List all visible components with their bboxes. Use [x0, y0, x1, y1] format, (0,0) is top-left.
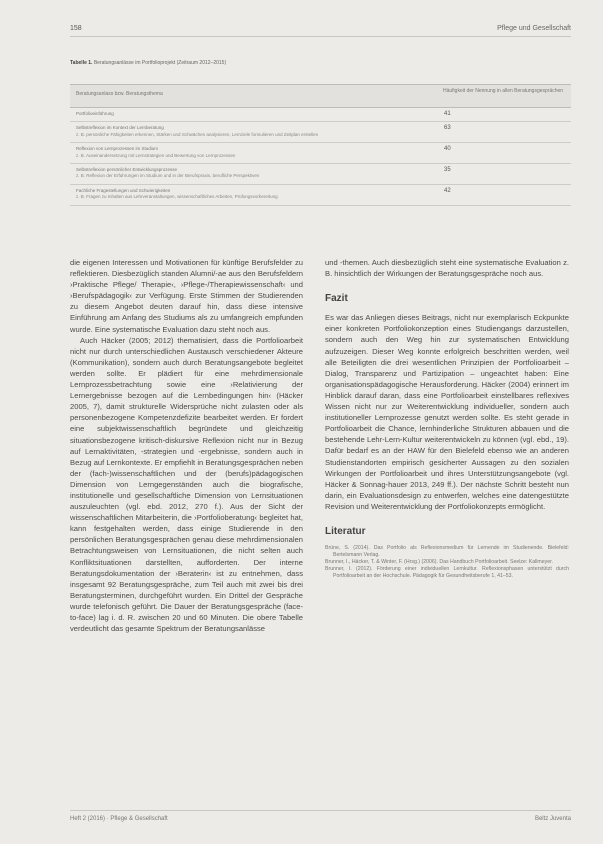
footer-publisher: Beltz Juventa [534, 816, 571, 822]
reference-list [325, 545, 569, 580]
footer-rule [70, 810, 571, 811]
table-row [70, 185, 571, 206]
table-row-count: 41 [444, 111, 451, 117]
body-paragraph: die eigenen Interessen und Motivationen für künftige Berufsfelder zu reflektieren. Diesbezüglich standen Alumni/-ae aus den Berufsfeldern ›Praktische Pflege/ Therapie‹, ›Pflege-/Therapiewissenschaft‹ und ›Berufspädagogik‹ zur Verfügung. Erste Stimmen der Studierenden zu diesem Angebot deuten darauf hin, dass diese intensive Einführung am Anfang des Studiums als zu umfangreich empfunden wurde. Eine systematische Evaluation dazu steht noch aus. [70, 258, 303, 334]
table-row-description [76, 111, 436, 117]
table-row-title: Fachliche Fragestellungen und Schwierigkeiten [76, 187, 171, 193]
table-row-count: 40 [444, 146, 451, 153]
table-row-count: 42 [444, 187, 451, 194]
reference-entry: Brunner, I. (2012). Förderung einer individuellen Lernkultur. Reflexionsphasen unterstützt durch Portfolioarbeit an der Hochschule. Pädagogik für Gesundheitsberufe 1, 41–53. [325, 566, 569, 580]
table-row [70, 143, 571, 164]
table-row-detail: z. B. persönliche Fähigkeiten erkennen, Stärken und Schwächen analysieren, Lernziele formulieren und Zeitplan erstellen [76, 131, 319, 137]
table-header-topic: Beratungsanlass bzw. Beratungsthema [76, 91, 163, 97]
body-paragraph: und -themen. Auch diesbezüglich steht eine systematische Evaluation z. B. hinsichtlich der Wirkungen der Beratungsgespräche noch aus. [325, 258, 569, 279]
consultation-table [70, 84, 571, 206]
table-row-count: 63 [444, 125, 451, 132]
table-row-description [76, 125, 436, 138]
footer-journal-info: Heft 2 (2016) · Pflege & Gesellschaft [70, 816, 168, 822]
table-header-count: Häufigkeit der Nennung in allen Beratungsgesprächen [443, 88, 564, 94]
table-row-detail: z. B. Reflexion der Erfahrungen im Studium und in der Berufspraxis, berufliche Perspektiven [76, 173, 260, 179]
table-caption-text: Beratungsanlässe im Portfolioprojekt (Zeitraum 2012–2015) [93, 60, 227, 66]
reference-entry: Brunner, I., Häcker, T. & Winter, F. (Hrsg.) (2006). Das Handbuch Portfolioarbeit. Seelze: Kallmeyer. [325, 559, 553, 566]
body-paragraph: Es war das Anliegen dieses Beitrags, nicht nur exemplarisch Eckpunkte einer konkreten Portfoliokonzeption eines Studiengangs darzustellen, sondern auch den Weg hin zur systematischen Entwicklung aufzuzeigen. Dieser Weg konnte erfolgreich beschritten werden, weil alle Beteiligten die drei wesentlichen Prinzipien der Portfolioarbeit – Dialog, Transparenz und Partizipation – ungeachtet haben: Eine organisationspädagogische Herausforderung. Häcker (2004) erinnert im Hinblick darauf daran, dass eine Portfolioarbeit einstellbares reflexives Wissen nicht nur zur Weiterentwicklung individueller, sondern auch institutioneller Lernprozesse genutzt werden sollte. Es steht gerade in Portfolioarbeit die Chance, lernhinderliche Strukturen abbauen und die bestehende Lehr-Lern-Kultur weiterentwickeln zu können (vgl. ebd., 19). Dafür bedarf es an der HAW für den Bielefeld ebenso wie an anderen Studienstandorten empirisch gesicherter Aussagen zu den sozialen Wirkungen der Portfolioarbeit und ihres Unterstützungsangebote (vgl. Häcker & Sonnag-hauer 2013, 249 ff.). Der nächste Schritt besteht nun darin, ein Evaluationsdesign zu entwerfen, welches eine datengestützte Revision und Weiterentwicklung der Portfoliokonzepts ermöglicht. [325, 313, 569, 511]
table-header-row [70, 84, 571, 108]
table-row-detail: z. B. Fragen zu Inhalten aus Lehrveranstaltungen, wissenschaftliches Arbeiten, Prüfungsvorbereitung [76, 194, 278, 200]
table-row-description [76, 188, 436, 201]
running-header: Pflege und Gesellschaft [497, 25, 571, 32]
table-row-count: 35 [444, 167, 451, 174]
right-text-column [325, 257, 569, 580]
section-heading-fazit: Fazit [325, 293, 348, 305]
reference-entry: Brüne, S. (2014). Das Portfolio als Reflexionsmedium für Lernende im Studienende. Bielefeld: Bertelsmann Verlag. [325, 545, 569, 559]
table-row-title: Reflexion von Lernprozessen im Studium [76, 146, 159, 152]
table-row-description [76, 146, 436, 159]
table-row-description [76, 167, 436, 180]
section-heading-literatur: Literatur [325, 525, 366, 537]
table-row-title: Portfolioeinführung [76, 111, 114, 116]
table-row-detail: z. B. Auseinandersetzung mit Lernstrategien und Bewertung von Lernprozessen [76, 152, 236, 158]
header-rule [70, 36, 571, 37]
table-row [70, 108, 571, 122]
left-text-column [70, 257, 303, 634]
table-row [70, 122, 571, 143]
table-caption [70, 60, 570, 66]
table-caption-label: Tabelle 1. [70, 60, 93, 66]
table-row [70, 164, 571, 185]
table-row-title: Selbstreflexion persönlicher Entwicklungsprozesse [76, 167, 178, 173]
table-row-title: Selbstreflexion im Kontext der Lernberatung [76, 125, 164, 131]
body-paragraph: Auch Häcker (2005; 2012) thematisiert, dass die Portfolioarbeit nicht nur durch unterschiedlichen Austausch verschiedener Akteure (Kommunikation), sondern auch durch Beratungsangebote begleitet werden sollte. Er plädiert für eine mehrdimensionale Lernprozessbetrachtung sowie eine ›Relativierung der Lernergebnisse bezogen auf die Lernbedingungen hin‹ (Häcker 2005, 7), damit strukturelle Widersprüche nicht zulasten oder als personenbezogene Kompetenzdefizite bearbeitet werden. Er fordert eine subjektwissenschaftlich begründete und gleichzeitig situationsbezogene kritisch-diskursive Reflexion nicht nur in Bezug auf Lernaktivitäten, -strategien und -ergebnisse, sondern auch in Bezug auf Lernkontexte. Er empfiehlt in Beratungsgesprächen neben der (fach-)wissenschaftlichen und der (berufs)pädagogischen Dimension von Lerngegenständen auch die biografische, institutionelle und gesellschaftliche Dimension von Lernsituationen auszuleuchten (vgl. ebd. 2012, 270 f.). Aus der Sicht der wissenschaftlichen Mitarbeiterin, die ›Portfolioberatung‹ begleitet hat, kann festgehalten werden, dass einige Studierende in den persönlichen Beratungsgesprächen genau diese mehrdimensionalen Betrachtungsweisen von Lernsituationen, die nicht selten auch Konfliktsituationen darstellten, aufforderten. Der interne Beratungsdokumentation der ›Beraterin‹ ist zu entnehmen, dass insgesamt 92 Beratungsgespräche, zum Teil auch mit zwei bis drei Beratungsterminen, durchgeführt wurden. Ein Drittel der Gespräche wurde telefonisch geführt. Die Dauer der Beratungsgespräche (face-to-face) lag i. d. R. zwischen 20 und 60 Minuten. Die obere Tabelle verdeutlicht das gesamte Spektrum der Beratungsanlässe [70, 335, 303, 634]
page-number: 158 [70, 25, 82, 32]
